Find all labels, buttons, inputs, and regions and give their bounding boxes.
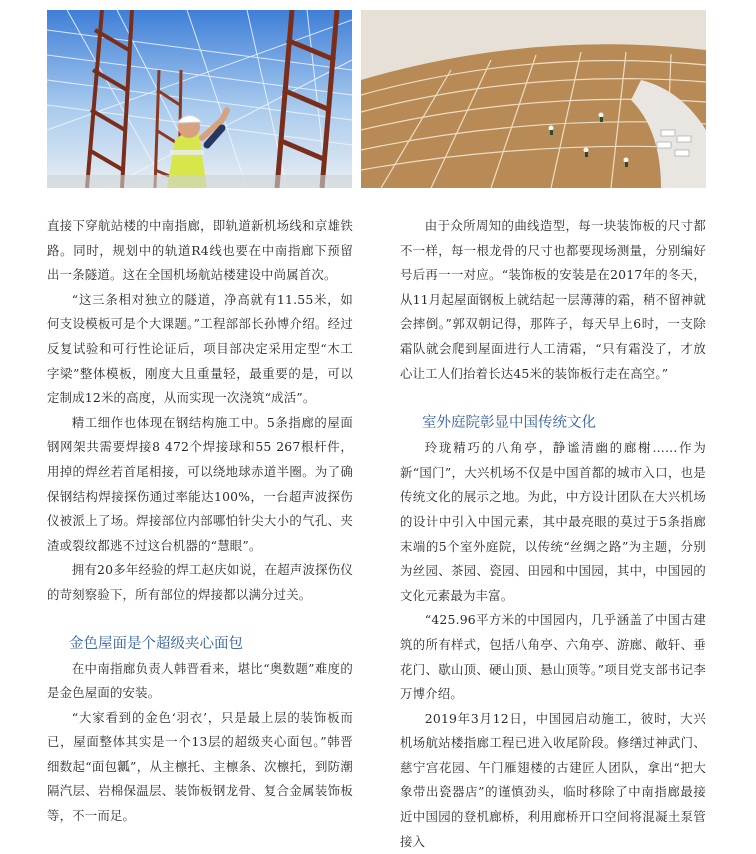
paragraph: 精工细作也体现在钢结构施工中。5条指廊的屋面钢网架共需要焊接8 472个焊接球和55 267根杆件，用掉的焊丝若首尾相接，可以绕地球赤道半圈。为了确保钢结构焊接探伤通过率能达100%，一台超声波探伤仪被派上了场。焊接部位内部哪怕针尖大小的气孔、夹渣或裂纹都逃不过这台机器的“慧眼”。 bbox=[47, 414, 353, 553]
paragraph: “大家看到的金色‘羽衣’，只是最上层的装饰板而已，屋面整体其实是一个13层的超级夹心面包。”韩晋细数起“面包瓤”，从主檩托、主檩条、次檩托，到防潮隔汽层、岩棉保温层、装饰板钢龙骨、复合金属装饰板等，不一而足。 bbox=[47, 709, 353, 824]
paragraph: “425.96平方米的中国园内，几乎涵盖了中国古建筑的所有样式，包括八角亭、六角亭、游廊、敞轩、垂花门、歇山顶、硬山顶、悬山顶等。”项目党支部书记李万博介绍。 bbox=[400, 612, 706, 702]
paragraph: 在中南指廊负责人韩晋看来，堪比“奥数题”难度的是金色屋面的安装。 bbox=[47, 660, 353, 701]
article-column-left bbox=[47, 214, 353, 829]
paragraph: 直接下穿航站楼的中南指廊，即轨道新机场线和京雄铁路。同时，规划中的轨道R4线也要在中南指廊下预留出一条隧道。这在全国机场航站楼建设中尚属首次。 bbox=[47, 218, 353, 283]
article-column-right bbox=[400, 214, 706, 854]
section-heading: 室外庭院彰显中国传统文化 bbox=[422, 415, 596, 432]
paragraph: “这三条相对独立的隧道，净高就有11.55米，如何支设模板可是个大课题。”工程部部长孙博介绍。经过反复试验和可行性论证后，项目部决定采用定型“木工字梁”整体模板，刚度大且重量轻，最重要的是，可以定制成12米的高度，从而实现一次浇筑“成活”。 bbox=[47, 291, 353, 406]
paragraph: 由于众所周知的曲线造型，每一块装饰板的尺寸都不一样，每一根龙骨的尺寸也都要现场测量，分别编好号后再一一对应。“装饰板的安装是在2017年的冬天，从11月起屋面钢板上就结起一层薄薄的霜，稍不留神就会摔倒。”郭双朝记得，那阵子，每天早上6时，一支除霜队就会爬到屋面进行人工清霜，“只有霜没了，才放心让工人们抬着长达45米的装饰板行走在高空。” bbox=[400, 218, 706, 381]
photo-steel-frame-worker bbox=[47, 10, 352, 188]
section-heading: 金色屋面是个超级夹心面包 bbox=[69, 635, 243, 652]
photo-golden-roof-aerial bbox=[361, 10, 706, 188]
paragraph: 2019年3月12日，中国园启动施工，彼时，大兴机场航站楼指廊工程已进入收尾阶段。修缮过神武门、慈宁宫花园、午门雁翅楼的古建匠人团队，拿出“把大象带出瓷器店”的谨慎劲头，临时移除了中南指廊最接近中国园的登机廊桥，利用廊桥开口空间将混凝土泵管接入 bbox=[400, 710, 706, 849]
paragraph: 拥有20多年经验的焊工赵庆如说，在超声波探伤仪的苛刻察验下，所有部位的焊接都以满分过关。 bbox=[47, 562, 353, 602]
paragraph: 玲珑精巧的八角亭，静谧清幽的廊榭……作为新“国门”，大兴机场不仅是中国首都的城市入口，也是传统文化的展示之地。为此，中方设计团队在大兴机场的设计中引入中国元素，其中最亮眼的莫过于5条指廊末端的5个室外庭院，以传统“丝绸之路”为主题，分别为丝园、茶园、瓷园、田园和中国园，其中，中国园的文化元素最为丰富。 bbox=[400, 440, 706, 603]
